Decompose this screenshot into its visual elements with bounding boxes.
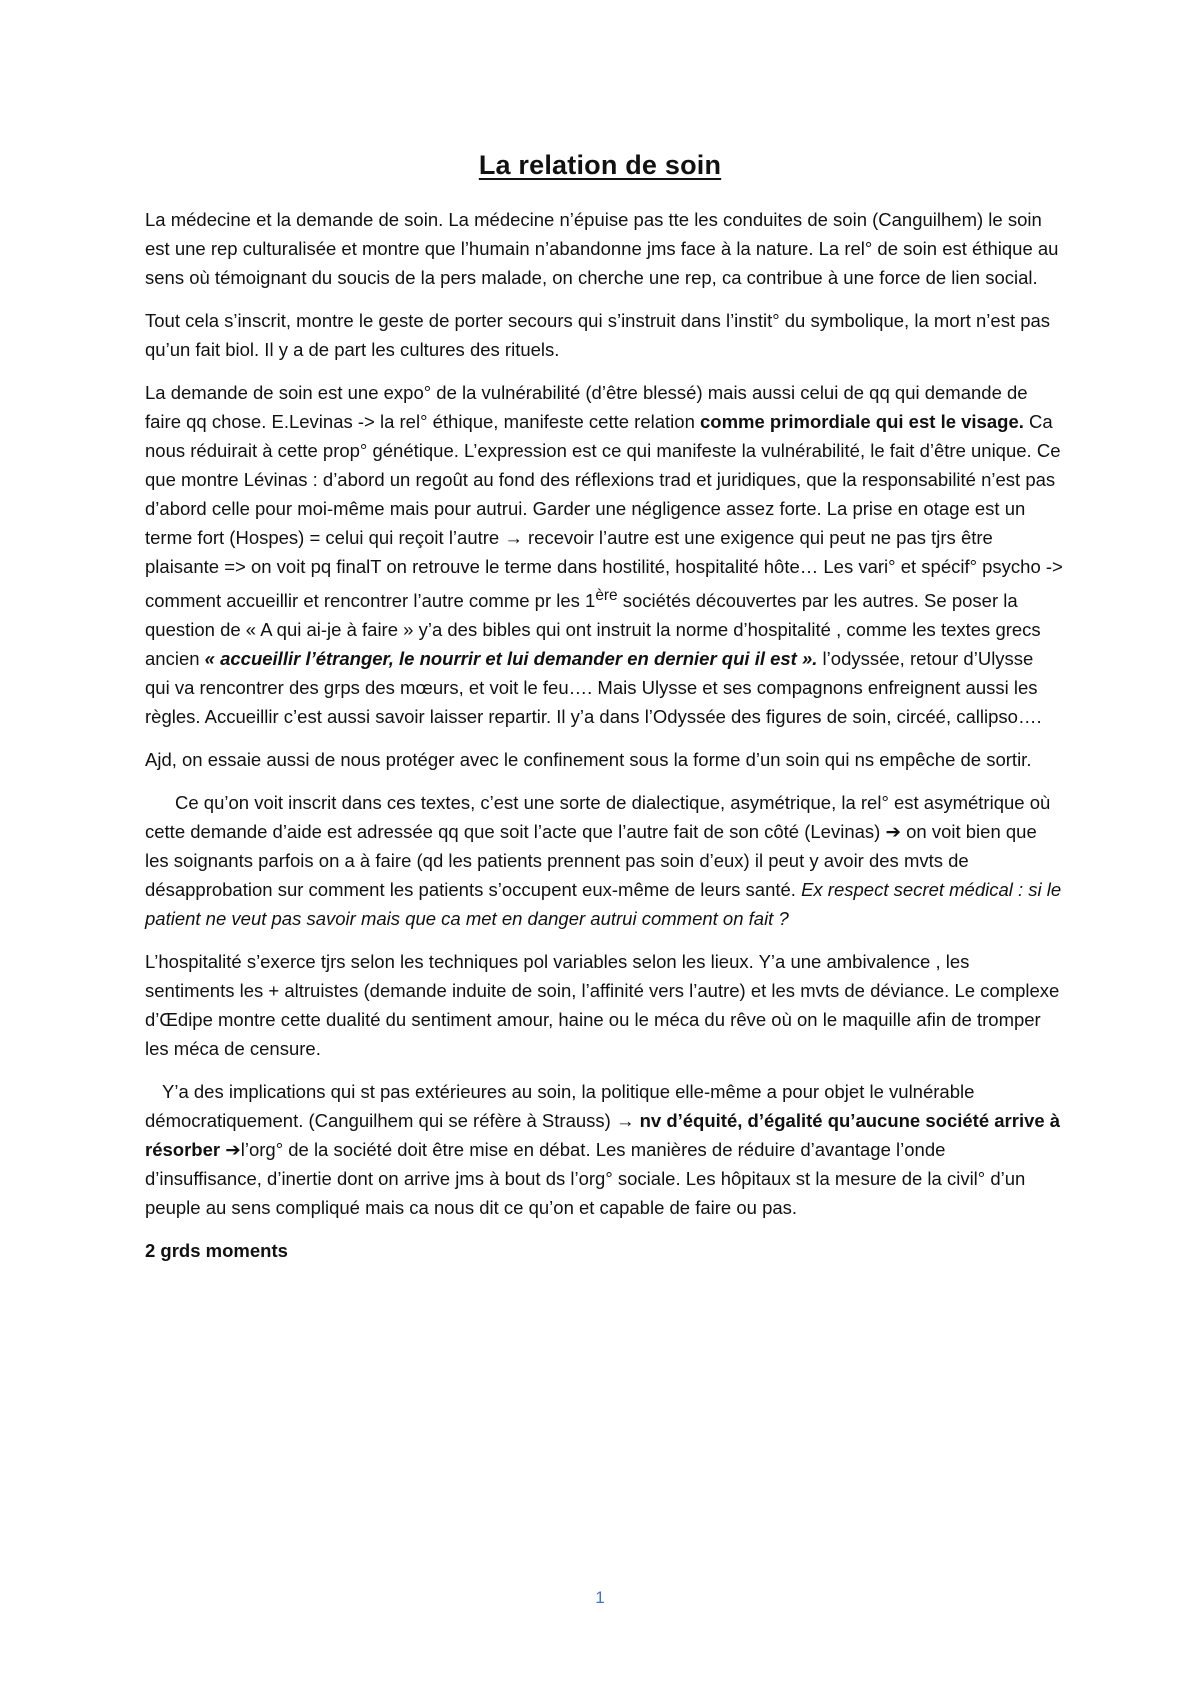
text-run: Ca nous réduirait à cette prop° génétique. L’expression est ce qui manifeste la vulnérabilité, le fait d’être unique. Ce que montre Lévinas : d’abord un regoût au fond des réflexions trad et juridiques, que la responsabilité n’est pas d’abord celle pour moi-même mais pour autrui. Garder une négligence assez forte. La prise en otage est un terme fort (Hospes) = celui qui reçoit l’autre xyxy=(145,411,1061,548)
bold-right-arrow-icon: ➔ xyxy=(225,1139,241,1161)
document-body xyxy=(145,205,1063,1279)
text-run: Y’a des implications qui st pas extérieures au soin, la politique elle-même a pour objet le vulnérable démocratiquement. (Canguilhem qui se réfère à Strauss) xyxy=(145,1081,975,1132)
page-title: La relation de soin xyxy=(478,150,722,180)
paragraph-2: Tout cela s’inscrit, montre le geste de porter secours qui s’instruit dans l’instit° du symbolique, la mort n’est pas qu’un fait biol. Il y a de part les cultures des rituels. xyxy=(145,310,1051,360)
text-run: sociétés découvertes par les autres. Se poser la question de « A qui ai-je à faire » y’a des bibles qui ont instruit la norme d’hospitalité , comme les textes grecs ancien xyxy=(145,590,1041,670)
text-run: l’org° de la société doit être mise en débat. Les manières de réduire d’avantage l’onde d’insuffisance, d’inertie dont on arrive jms à bout ds l’org° sociale. Les hôpitaux st la mesure de la civil° d’un peuple au sens compliqué mais ca nous dit ce qu’on et capable de faire ou pas. xyxy=(145,1139,1026,1219)
text-run: Ce qu’on voit inscrit dans ces textes, c’est une sorte de dialectique, asymétrique, la rel° est asymétrique où cette demande d’aide est adressée qq que soit l’acte que l’autre fait de son côté (Levinas) xyxy=(145,792,1051,843)
bold-run: comme primordiale qui est le visage. xyxy=(700,411,1024,432)
paragraph-6: L’hospitalité s’exerce tjrs selon les techniques pol variables selon les lieux. Y’a une ambivalence , les sentiments les + altruistes (demande induite de soin, l’affinité vers l’autre) et les mvts de déviance. Le complexe d’Œdipe montre cette dualité du sentiment amour, haine ou le méca du rêve où on le maquille afin de tromper les méca de censure. xyxy=(145,951,1060,1060)
text-run: recevoir l’autre est une exigence qui peut ne pas tjrs être plaisante => on voit pq finalT on retrouve le terme dans hostilité, hospitalité hôte… Les vari° et spécif° psycho -> comment accueillir et rencontrer l’autre comme pr les 1 xyxy=(145,527,1063,612)
paragraph-3 xyxy=(145,378,1063,731)
text-run: l’odyssée, retour d’Ulysse qui va rencontrer des grps des mœurs, et voit le feu…. Mais Ulysse et ses compagnons enfreignent aussi les règles. Accueillir c’est aussi savoir laisser repartir. Il y’a dans l’Odyssée des figures de soin, circéé, callipso…. xyxy=(145,648,1042,728)
text-run: La demande de soin est une expo° de la vulnérabilité (d’être blessé) mais aussi celui de qq qui demande de faire qq chose. E.Levinas -> la rel° éthique, manifeste cette relation xyxy=(145,382,1028,432)
bold-right-arrow-icon: ➔ xyxy=(885,821,901,843)
paragraph-1: La médecine et la demande de soin. La médecine n’épuise pas tte les conduites de soin (Canguilhem) le soin est une rep culturalisée et montre que l’humain n’abandonne jms face à la nature. La rel° de soin est éthique au sens où témoignant du soucis de la pers malade, on cherche une rep, ca contribue à une force de lien social. xyxy=(145,209,1059,288)
bold-run: nv d’équité, d’égalité qu’aucune société arrive à résorber xyxy=(145,1110,1061,1161)
paragraph-8 xyxy=(145,1236,1063,1265)
text-run: on voit bien que les soignants parfois on a à faire (qd les patients prennent pas soin d’eux) il peut y avoir des mvts de désapprobation sur comment les patients s’occupent eux-même de leurs santé. xyxy=(145,821,1037,901)
paragraph-7 xyxy=(145,1077,1063,1222)
paragraph-4: Ajd, on essaie aussi de nous protéger avec le confinement sous la forme d’un soin qui ns empêche de sortir. xyxy=(145,749,1032,771)
section-heading: 2 grds moments xyxy=(145,1240,288,1262)
italic-run: Ex respect secret médical : si le patient ne veut pas savoir mais que ca met en danger autrui comment on fait ? xyxy=(145,879,1062,930)
bold-italic-quote: « accueillir l’étranger, le nourrir et lui demander en dernier qui il est ». xyxy=(204,648,818,670)
right-arrow-icon: → xyxy=(615,1110,635,1132)
paragraph-5 xyxy=(145,788,1063,933)
superscript: ère xyxy=(595,587,618,604)
page-number: 1 xyxy=(595,1588,605,1607)
right-arrow-icon: → xyxy=(504,527,523,548)
